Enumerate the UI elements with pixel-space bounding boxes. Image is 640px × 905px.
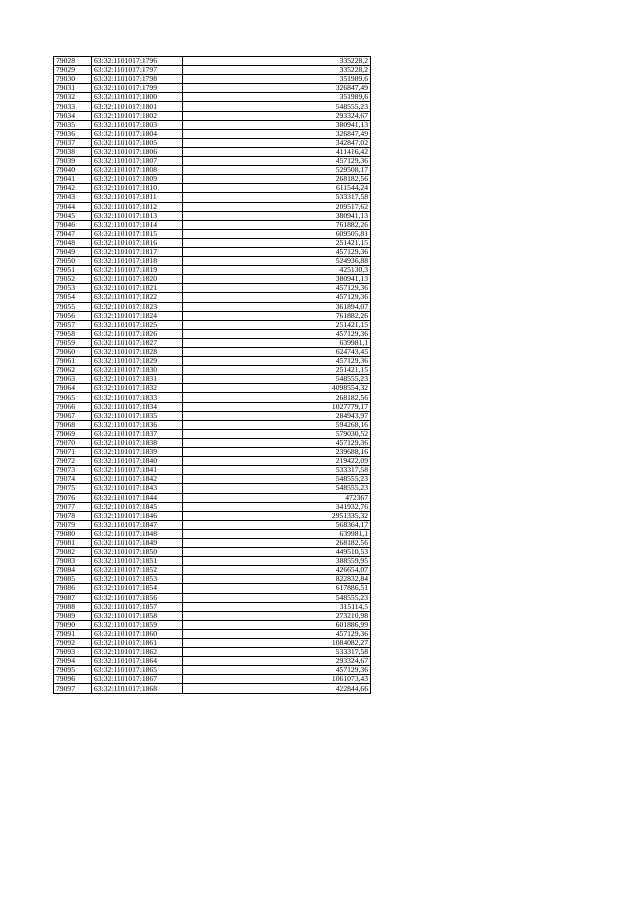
row-number-cell: 79072 bbox=[54, 457, 92, 466]
row-number-cell: 79089 bbox=[54, 611, 92, 620]
table-row bbox=[54, 475, 371, 484]
value-cell: 326847,49 bbox=[183, 129, 371, 138]
table-row bbox=[54, 566, 371, 575]
table-row bbox=[54, 502, 371, 511]
value-cell: 457129,36 bbox=[183, 357, 371, 366]
row-number-cell: 79077 bbox=[54, 502, 92, 511]
cadastral-number-cell: 63:32:1101017:1810 bbox=[92, 184, 183, 193]
row-number-cell: 79095 bbox=[54, 666, 92, 675]
cadastral-number-cell: 63:32:1101017:1856 bbox=[92, 593, 183, 602]
cadastral-number-cell: 63:32:1101017:1862 bbox=[92, 648, 183, 657]
row-number-cell: 79034 bbox=[54, 111, 92, 120]
value-cell: 594268,16 bbox=[183, 420, 371, 429]
row-number-cell: 79028 bbox=[54, 57, 92, 66]
table-row bbox=[54, 175, 371, 184]
row-number-cell: 79091 bbox=[54, 629, 92, 638]
row-number-cell: 79038 bbox=[54, 147, 92, 156]
value-cell: 761882,26 bbox=[183, 311, 371, 320]
value-cell: 611544,24 bbox=[183, 184, 371, 193]
cadastral-number-cell: 63:32:1101017:1849 bbox=[92, 538, 183, 547]
table-row bbox=[54, 548, 371, 557]
value-cell: 273210,98 bbox=[183, 611, 371, 620]
cadastral-number-cell: 63:32:1101017:1858 bbox=[92, 611, 183, 620]
table-row bbox=[54, 493, 371, 502]
row-number-cell: 79083 bbox=[54, 557, 92, 566]
value-cell: 457129,36 bbox=[183, 247, 371, 256]
cadastral-number-cell: 63:32:1101017:1835 bbox=[92, 411, 183, 420]
row-number-cell: 79041 bbox=[54, 175, 92, 184]
cadastral-number-cell: 63:32:1101017:1838 bbox=[92, 438, 183, 447]
value-cell: 457129,36 bbox=[183, 329, 371, 338]
row-number-cell: 79048 bbox=[54, 238, 92, 247]
value-cell: 457129,36 bbox=[183, 438, 371, 447]
row-number-cell: 79092 bbox=[54, 639, 92, 648]
cadastral-number-cell: 63:32:1101017:1837 bbox=[92, 429, 183, 438]
cadastral-number-cell: 63:32:1101017:1823 bbox=[92, 302, 183, 311]
row-number-cell: 79030 bbox=[54, 75, 92, 84]
row-number-cell: 79068 bbox=[54, 420, 92, 429]
cadastral-number-cell: 63:32:1101017:1859 bbox=[92, 620, 183, 629]
table-row bbox=[54, 429, 371, 438]
row-number-cell: 79084 bbox=[54, 566, 92, 575]
table-row bbox=[54, 457, 371, 466]
cadastral-number-cell: 63:32:1101017:1851 bbox=[92, 557, 183, 566]
table-row bbox=[54, 393, 371, 402]
table-row bbox=[54, 593, 371, 602]
cadastral-number-cell: 63:32:1101017:1799 bbox=[92, 84, 183, 93]
value-cell: 411416,42 bbox=[183, 147, 371, 156]
table-row bbox=[54, 257, 371, 266]
value-cell: 457129,36 bbox=[183, 284, 371, 293]
value-cell: 548555,23 bbox=[183, 484, 371, 493]
row-number-cell: 79056 bbox=[54, 311, 92, 320]
row-number-cell: 79094 bbox=[54, 657, 92, 666]
row-number-cell: 79073 bbox=[54, 466, 92, 475]
table-row bbox=[54, 584, 371, 593]
value-cell: 548555,23 bbox=[183, 475, 371, 484]
table-row bbox=[54, 466, 371, 475]
row-number-cell: 79040 bbox=[54, 166, 92, 175]
row-number-cell: 79067 bbox=[54, 411, 92, 420]
row-number-cell: 79055 bbox=[54, 302, 92, 311]
value-cell: 326847,49 bbox=[183, 84, 371, 93]
table-row bbox=[54, 511, 371, 520]
row-number-cell: 79096 bbox=[54, 675, 92, 684]
cadastral-number-cell: 63:32:1101017:1852 bbox=[92, 566, 183, 575]
table-row bbox=[54, 238, 371, 247]
cadastral-number-cell: 63:32:1101017:1797 bbox=[92, 66, 183, 75]
row-number-cell: 79066 bbox=[54, 402, 92, 411]
value-cell: 361894,07 bbox=[183, 302, 371, 311]
cadastral-number-cell: 63:32:1101017:1865 bbox=[92, 666, 183, 675]
value-cell: 315114,5 bbox=[183, 602, 371, 611]
table-row bbox=[54, 211, 371, 220]
value-cell: 524936,88 bbox=[183, 257, 371, 266]
value-cell: 251421,15 bbox=[183, 238, 371, 247]
cadastral-number-cell: 63:32:1101017:1845 bbox=[92, 502, 183, 511]
value-cell: 426654,07 bbox=[183, 566, 371, 575]
table-row bbox=[54, 202, 371, 211]
value-cell: 568364,17 bbox=[183, 520, 371, 529]
cadastral-number-cell: 63:32:1101017:1798 bbox=[92, 75, 183, 84]
value-cell: 335228,2 bbox=[183, 57, 371, 66]
cadastral-number-cell: 63:32:1101017:1815 bbox=[92, 229, 183, 238]
row-number-cell: 79035 bbox=[54, 120, 92, 129]
table-row bbox=[54, 166, 371, 175]
row-number-cell: 79078 bbox=[54, 511, 92, 520]
table-row bbox=[54, 311, 371, 320]
cadastral-number-cell: 63:32:1101017:1805 bbox=[92, 138, 183, 147]
cadastral-number-cell: 63:32:1101017:1833 bbox=[92, 393, 183, 402]
cadastral-number-cell: 63:32:1101017:1824 bbox=[92, 311, 183, 320]
table-row bbox=[54, 675, 371, 684]
row-number-cell: 79053 bbox=[54, 284, 92, 293]
row-number-cell: 79046 bbox=[54, 220, 92, 229]
row-number-cell: 79062 bbox=[54, 366, 92, 375]
cadastral-number-cell: 63:32:1101017:1832 bbox=[92, 384, 183, 393]
value-cell: 529508,17 bbox=[183, 166, 371, 175]
row-number-cell: 79071 bbox=[54, 448, 92, 457]
table-row bbox=[54, 657, 371, 666]
table-row bbox=[54, 102, 371, 111]
value-cell: 639981,1 bbox=[183, 529, 371, 538]
table-body bbox=[54, 57, 371, 694]
value-cell: 1084082,27 bbox=[183, 639, 371, 648]
row-number-cell: 79050 bbox=[54, 257, 92, 266]
row-number-cell: 79080 bbox=[54, 529, 92, 538]
cadastral-number-cell: 63:32:1101017:1857 bbox=[92, 602, 183, 611]
table-row bbox=[54, 538, 371, 547]
row-number-cell: 79069 bbox=[54, 429, 92, 438]
row-number-cell: 79033 bbox=[54, 102, 92, 111]
table-row bbox=[54, 75, 371, 84]
value-cell: 341932,76 bbox=[183, 502, 371, 511]
value-cell: 293324,67 bbox=[183, 657, 371, 666]
cadastral-number-cell: 63:32:1101017:1827 bbox=[92, 338, 183, 347]
cadastral-number-cell: 63:32:1101017:1800 bbox=[92, 93, 183, 102]
cadastral-number-cell: 63:32:1101017:1867 bbox=[92, 675, 183, 684]
row-number-cell: 79063 bbox=[54, 375, 92, 384]
table-row bbox=[54, 420, 371, 429]
value-cell: 761882,26 bbox=[183, 220, 371, 229]
cadastral-number-cell: 63:32:1101017:1802 bbox=[92, 111, 183, 120]
value-cell: 449510,53 bbox=[183, 548, 371, 557]
cadastral-number-cell: 63:32:1101017:1831 bbox=[92, 375, 183, 384]
row-number-cell: 79039 bbox=[54, 157, 92, 166]
table-row bbox=[54, 84, 371, 93]
row-number-cell: 79054 bbox=[54, 293, 92, 302]
value-cell: 639981,1 bbox=[183, 338, 371, 347]
cadastral-number-cell: 63:32:1101017:1825 bbox=[92, 320, 183, 329]
value-cell: 268182,56 bbox=[183, 393, 371, 402]
value-cell: 533317,58 bbox=[183, 648, 371, 657]
row-number-cell: 79085 bbox=[54, 575, 92, 584]
table-row bbox=[54, 629, 371, 638]
value-cell: 380941,13 bbox=[183, 211, 371, 220]
value-cell: 422844,66 bbox=[183, 684, 371, 693]
value-cell: 624743,45 bbox=[183, 348, 371, 357]
cadastral-number-cell: 63:32:1101017:1806 bbox=[92, 147, 183, 156]
row-number-cell: 79060 bbox=[54, 348, 92, 357]
table-row bbox=[54, 348, 371, 357]
row-number-cell: 79075 bbox=[54, 484, 92, 493]
table-row bbox=[54, 157, 371, 166]
table-row bbox=[54, 375, 371, 384]
row-number-cell: 79047 bbox=[54, 229, 92, 238]
cadastral-number-cell: 63:32:1101017:1840 bbox=[92, 457, 183, 466]
cadastral-number-cell: 63:32:1101017:1861 bbox=[92, 639, 183, 648]
table-row bbox=[54, 111, 371, 120]
table-row bbox=[54, 338, 371, 347]
value-cell: 4098554,32 bbox=[183, 384, 371, 393]
row-number-cell: 79090 bbox=[54, 620, 92, 629]
table-row bbox=[54, 484, 371, 493]
cadastral-number-cell: 63:32:1101017:1860 bbox=[92, 629, 183, 638]
table-row bbox=[54, 357, 371, 366]
table-row bbox=[54, 411, 371, 420]
row-number-cell: 79058 bbox=[54, 329, 92, 338]
cadastral-number-cell: 63:32:1101017:1844 bbox=[92, 493, 183, 502]
table-row bbox=[54, 193, 371, 202]
value-cell: 388559,95 bbox=[183, 557, 371, 566]
value-cell: 533317,58 bbox=[183, 193, 371, 202]
value-cell: 1027779,17 bbox=[183, 402, 371, 411]
row-number-cell: 79086 bbox=[54, 584, 92, 593]
value-cell: 239688,16 bbox=[183, 448, 371, 457]
cadastral-number-cell: 63:32:1101017:1854 bbox=[92, 584, 183, 593]
table-row bbox=[54, 284, 371, 293]
row-number-cell: 79036 bbox=[54, 129, 92, 138]
row-number-cell: 79057 bbox=[54, 320, 92, 329]
value-cell: 209517,62 bbox=[183, 202, 371, 211]
table-row bbox=[54, 66, 371, 75]
cadastral-number-cell: 63:32:1101017:1846 bbox=[92, 511, 183, 520]
value-cell: 548555,23 bbox=[183, 102, 371, 111]
cadastral-number-cell: 63:32:1101017:1834 bbox=[92, 402, 183, 411]
value-cell: 601886,99 bbox=[183, 620, 371, 629]
table-row bbox=[54, 275, 371, 284]
cadastral-number-cell: 63:32:1101017:1819 bbox=[92, 266, 183, 275]
row-number-cell: 79051 bbox=[54, 266, 92, 275]
table-row bbox=[54, 438, 371, 447]
row-number-cell: 79043 bbox=[54, 193, 92, 202]
cadastral-number-cell: 63:32:1101017:1853 bbox=[92, 575, 183, 584]
value-cell: 251421,15 bbox=[183, 366, 371, 375]
table-row bbox=[54, 220, 371, 229]
cadastral-number-cell: 63:32:1101017:1822 bbox=[92, 293, 183, 302]
value-cell: 351989,6 bbox=[183, 75, 371, 84]
value-cell: 380941,13 bbox=[183, 275, 371, 284]
cadastral-number-cell: 63:32:1101017:1828 bbox=[92, 348, 183, 357]
row-number-cell: 79079 bbox=[54, 520, 92, 529]
table-row bbox=[54, 575, 371, 584]
cadastral-number-cell: 63:32:1101017:1814 bbox=[92, 220, 183, 229]
table-row bbox=[54, 329, 371, 338]
table-row bbox=[54, 520, 371, 529]
value-cell: 380941,13 bbox=[183, 120, 371, 129]
row-number-cell: 79059 bbox=[54, 338, 92, 347]
value-cell: 2951335,32 bbox=[183, 511, 371, 520]
row-number-cell: 79031 bbox=[54, 84, 92, 93]
value-cell: 457129,36 bbox=[183, 629, 371, 638]
cadastral-number-cell: 63:32:1101017:1864 bbox=[92, 657, 183, 666]
table-row bbox=[54, 529, 371, 538]
cadastral-number-cell: 63:32:1101017:1820 bbox=[92, 275, 183, 284]
table-row bbox=[54, 302, 371, 311]
row-number-cell: 79049 bbox=[54, 247, 92, 256]
table-row bbox=[54, 684, 371, 693]
cadastral-number-cell: 63:32:1101017:1796 bbox=[92, 57, 183, 66]
value-cell: 548555,23 bbox=[183, 375, 371, 384]
cadastral-number-cell: 63:32:1101017:1813 bbox=[92, 211, 183, 220]
cadastral-number-cell: 63:32:1101017:1836 bbox=[92, 420, 183, 429]
table-row bbox=[54, 448, 371, 457]
cadastral-number-cell: 63:32:1101017:1804 bbox=[92, 129, 183, 138]
table-row bbox=[54, 666, 371, 675]
table-row bbox=[54, 229, 371, 238]
row-number-cell: 79087 bbox=[54, 593, 92, 602]
cadastral-number-cell: 63:32:1101017:1807 bbox=[92, 157, 183, 166]
table-row bbox=[54, 120, 371, 129]
cadastral-number-cell: 63:32:1101017:1803 bbox=[92, 120, 183, 129]
cadastral-number-cell: 63:32:1101017:1809 bbox=[92, 175, 183, 184]
value-cell: 335228,2 bbox=[183, 66, 371, 75]
row-number-cell: 79065 bbox=[54, 393, 92, 402]
cadastral-number-cell: 63:32:1101017:1801 bbox=[92, 102, 183, 111]
row-number-cell: 79074 bbox=[54, 475, 92, 484]
value-cell: 579030,52 bbox=[183, 429, 371, 438]
cadastral-number-cell: 63:32:1101017:1811 bbox=[92, 193, 183, 202]
cadastral-number-cell: 63:32:1101017:1826 bbox=[92, 329, 183, 338]
row-number-cell: 79037 bbox=[54, 138, 92, 147]
table-row bbox=[54, 129, 371, 138]
table-row bbox=[54, 620, 371, 629]
value-cell: 457129,36 bbox=[183, 157, 371, 166]
value-cell: 472367 bbox=[183, 493, 371, 502]
value-cell: 457129,36 bbox=[183, 293, 371, 302]
value-cell: 342847,02 bbox=[183, 138, 371, 147]
table-row bbox=[54, 648, 371, 657]
row-number-cell: 79070 bbox=[54, 438, 92, 447]
row-number-cell: 79076 bbox=[54, 493, 92, 502]
cadastral-number-cell: 63:32:1101017:1841 bbox=[92, 466, 183, 475]
value-cell: 251421,15 bbox=[183, 320, 371, 329]
row-number-cell: 79042 bbox=[54, 184, 92, 193]
row-number-cell: 79032 bbox=[54, 93, 92, 102]
value-cell: 268182,56 bbox=[183, 175, 371, 184]
cadastral-number-cell: 63:32:1101017:1850 bbox=[92, 548, 183, 557]
value-cell: 425130,3 bbox=[183, 266, 371, 275]
row-number-cell: 79081 bbox=[54, 538, 92, 547]
cadastral-number-cell: 63:32:1101017:1830 bbox=[92, 366, 183, 375]
value-cell: 351989,6 bbox=[183, 93, 371, 102]
table-row bbox=[54, 57, 371, 66]
cadastral-value-table bbox=[53, 56, 371, 694]
cadastral-number-cell: 63:32:1101017:1848 bbox=[92, 529, 183, 538]
table-row bbox=[54, 639, 371, 648]
table-row bbox=[54, 147, 371, 156]
row-number-cell: 79029 bbox=[54, 66, 92, 75]
value-cell: 293324,67 bbox=[183, 111, 371, 120]
value-cell: 617886,51 bbox=[183, 584, 371, 593]
row-number-cell: 79093 bbox=[54, 648, 92, 657]
table-row bbox=[54, 293, 371, 302]
cadastral-number-cell: 63:32:1101017:1839 bbox=[92, 448, 183, 457]
value-cell: 548555,23 bbox=[183, 593, 371, 602]
row-number-cell: 79045 bbox=[54, 211, 92, 220]
cadastral-number-cell: 63:32:1101017:1829 bbox=[92, 357, 183, 366]
cadastral-number-cell: 63:32:1101017:1843 bbox=[92, 484, 183, 493]
table-row bbox=[54, 247, 371, 256]
row-number-cell: 79064 bbox=[54, 384, 92, 393]
table-row bbox=[54, 93, 371, 102]
cadastral-number-cell: 63:32:1101017:1816 bbox=[92, 238, 183, 247]
cadastral-number-cell: 63:32:1101017:1812 bbox=[92, 202, 183, 211]
value-cell: 268182,56 bbox=[183, 538, 371, 547]
table-row bbox=[54, 611, 371, 620]
cadastral-number-cell: 63:32:1101017:1842 bbox=[92, 475, 183, 484]
table-row bbox=[54, 384, 371, 393]
cadastral-number-cell: 63:32:1101017:1818 bbox=[92, 257, 183, 266]
table-row bbox=[54, 366, 371, 375]
cadastral-number-cell: 63:32:1101017:1817 bbox=[92, 247, 183, 256]
value-cell: 284943,97 bbox=[183, 411, 371, 420]
value-cell: 1061073,43 bbox=[183, 675, 371, 684]
value-cell: 219422,09 bbox=[183, 457, 371, 466]
cadastral-number-cell: 63:32:1101017:1847 bbox=[92, 520, 183, 529]
table-row bbox=[54, 557, 371, 566]
row-number-cell: 79044 bbox=[54, 202, 92, 211]
table-row bbox=[54, 266, 371, 275]
value-cell: 609505,81 bbox=[183, 229, 371, 238]
cadastral-number-cell: 63:32:1101017:1868 bbox=[92, 684, 183, 693]
table-row bbox=[54, 602, 371, 611]
row-number-cell: 79082 bbox=[54, 548, 92, 557]
value-cell: 533317,58 bbox=[183, 466, 371, 475]
table-row bbox=[54, 402, 371, 411]
row-number-cell: 79088 bbox=[54, 602, 92, 611]
row-number-cell: 79097 bbox=[54, 684, 92, 693]
value-cell: 822832,84 bbox=[183, 575, 371, 584]
cadastral-number-cell: 63:32:1101017:1821 bbox=[92, 284, 183, 293]
row-number-cell: 79061 bbox=[54, 357, 92, 366]
table-row bbox=[54, 184, 371, 193]
table-row bbox=[54, 138, 371, 147]
cadastral-number-cell: 63:32:1101017:1808 bbox=[92, 166, 183, 175]
row-number-cell: 79052 bbox=[54, 275, 92, 284]
value-cell: 457129,36 bbox=[183, 666, 371, 675]
table-row bbox=[54, 320, 371, 329]
